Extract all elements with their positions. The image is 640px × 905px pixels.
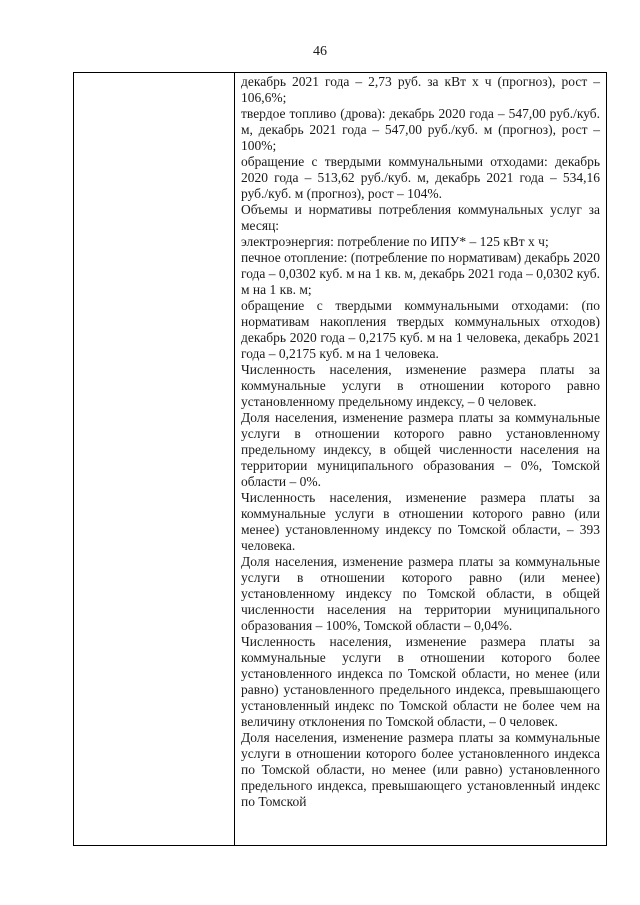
paragraph-solid-fuel: твердое топливо (дрова): декабрь 2020 года – 547,00 руб./куб. м, декабрь 2021 года – 547,00 руб./куб. м (прогноз), рост – 100%; [241, 106, 600, 153]
paragraph-population-equal-regional: Численность населения, изменение размера платы за коммунальные услуги в отношении которого равно (или менее) установленному индексу по Томской области, – 393 человека. [241, 490, 600, 553]
paragraph-share-equal-regional: Доля населения, изменение размера платы за коммунальные услуги в отношении которого равно (или менее) установленному индексу по Томской области, в общей численности населения на территории муниципального образования – 100%, Томской области – 0,04%. [241, 554, 600, 633]
paragraph-volumes-heading: Объемы и нормативы потребления коммунальных услуг за месяц: [241, 202, 600, 233]
paragraph-electricity-consumption: электроэнергия: потребление по ИПУ* – 125 кВт х ч; [241, 234, 549, 249]
paragraph-share-above-regional: Доля населения, изменение размера платы за коммунальные услуги в отношении которого более установленного индекса по Томской области, но менее (или равно) установленного предельного индекса, превышающего установленный индекс по Томской [241, 730, 600, 809]
table-left-column [74, 73, 235, 845]
paragraph-waste-tariff: обращение с твердыми коммунальными отходами: декабрь 2020 года – 513,62 руб./куб. м, декабрь 2021 года – 534,16 руб./куб. м (прогноз), рост – 104%. [241, 154, 600, 201]
paragraph-population-equal-limit: Численность населения, изменение размера платы за коммунальные услуги в отношении которого равно установленному предельному индексу, – 0 человек. [241, 362, 600, 409]
content-table [73, 72, 607, 846]
paragraph-stove-heating: печное отопление: (потребление по нормативам) декабрь 2020 года – 0,0302 куб. м на 1 кв. м, декабрь 2021 года – 0,0302 куб. м на 1 кв. м; [241, 250, 600, 297]
paragraph-population-above-regional: Численность населения, изменение размера платы за коммунальные услуги в отношении которого более установленного индекса по Томской области, но менее (или равно) установленного предельного индекса, превышающего установленный индекс по Томской области не более чем на величину отклонения по Томской области, – 0 человек. [241, 634, 600, 729]
paragraph-electricity-tariff: декабрь 2021 года – 2,73 руб. за кВт х ч (прогноз), рост – 106,6%; [241, 74, 600, 105]
table-right-column [235, 73, 606, 845]
paragraph-share-equal-limit: Доля населения, изменение размера платы за коммунальные услуги в отношении которого равно установленному предельному индексу, в общей численности населения на территории муниципального образования – 0%, Томской области – 0%. [241, 410, 600, 489]
page-number: 46 [313, 44, 327, 59]
paragraph-waste-norms: обращение с твердыми коммунальными отходами: (по нормативам накопления твердых коммунальных отходов) декабрь 2020 года – 0,2175 куб. м на 1 человека, декабрь 2021 года – 0,2175 куб. м на 1 человека. [241, 298, 600, 361]
